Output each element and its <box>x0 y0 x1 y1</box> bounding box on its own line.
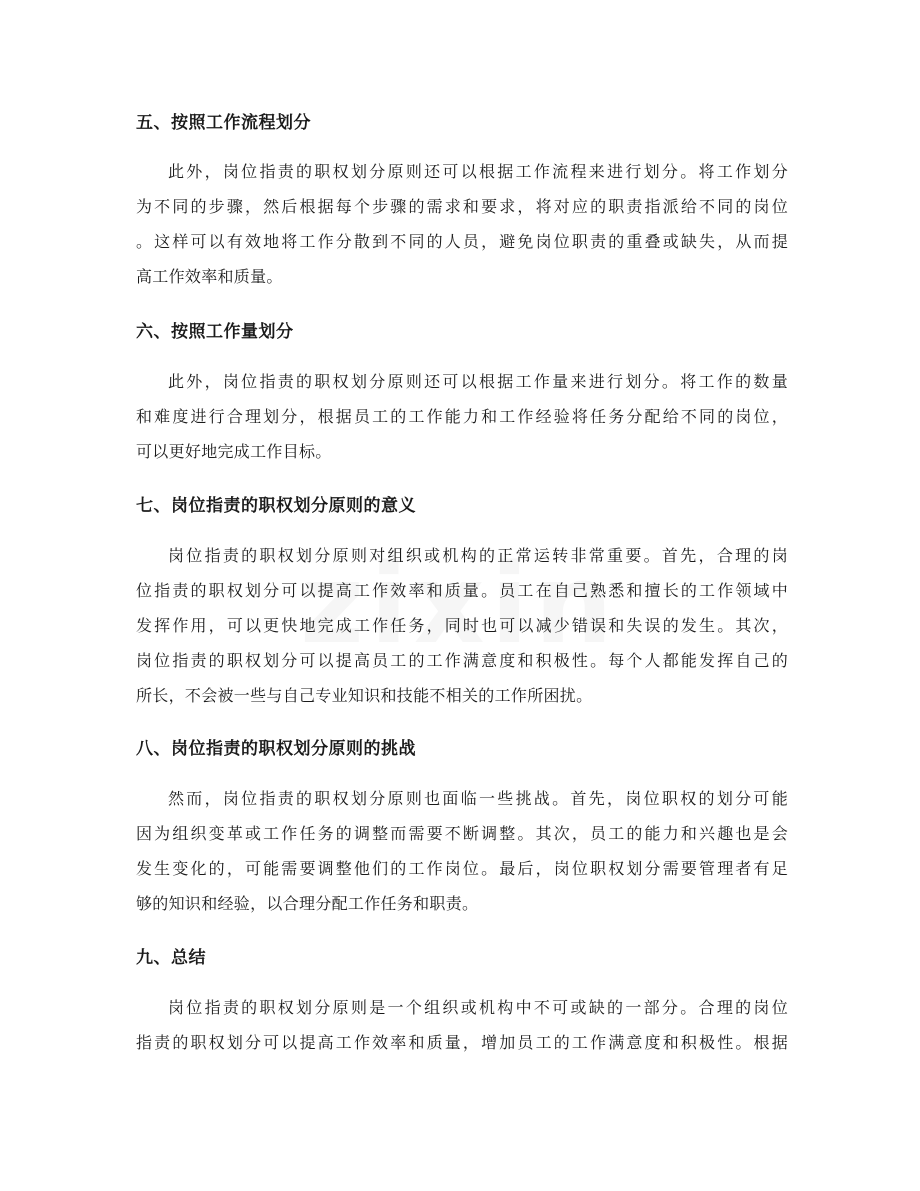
paragraph-line: 高工作效率和质量。 <box>136 267 283 286</box>
paragraph-line: 。这样可以有效地将工作分散到不同的人员，避免岗位职责的重叠或缺失，从而提 <box>136 232 788 251</box>
paragraph-line: 发挥作用，可以更快地完成工作任务，同时也可以减少错误和失误的发生。其次， <box>136 616 788 635</box>
paragraph-line: 因为组织变革或工作任务的调整而需要不断调整。其次，员工的能力和兴趣也是会 <box>136 824 788 843</box>
paragraph-line: 岗位指责的职权划分可以提高员工的工作满意度和积极性。每个人都能发挥自己的 <box>136 651 788 670</box>
paragraph-line: 为不同的步骤，然后根据每个步骤的需求和要求，将对应的职责指派给不同的岗位 <box>136 197 788 216</box>
paragraph-line: 可以更好地完成工作目标。 <box>136 442 332 461</box>
paragraph-line: 所长，不会被一些与自己专业知识和技能不相关的工作所困扰。 <box>136 686 593 705</box>
section-paragraph-8 <box>136 781 788 921</box>
paragraph-line: 此外，岗位指责的职权划分原则还可以根据工作量来进行划分。将工作的数量 <box>168 372 788 391</box>
section-heading-7: 七、岗位指责的职权划分原则的意义 <box>136 496 416 516</box>
paragraph-line: 指责的职权划分可以提高工作效率和质量，增加员工的工作满意度和积极性。根据 <box>136 1033 788 1052</box>
paragraph-line: 然而，岗位指责的职权划分原则也面临一些挑战。首先，岗位职权的划分可能 <box>168 789 788 808</box>
paragraph-line: 岗位指责的职权划分原则是一个组织或机构中不可或缺的一部分。合理的岗位 <box>168 998 788 1017</box>
section-heading-5: 五、按照工作流程划分 <box>136 113 311 133</box>
paragraph-line: 此外，岗位指责的职权划分原则还可以根据工作流程来进行划分。将工作划分 <box>168 162 788 181</box>
section-heading-8: 八、岗位指责的职权划分原则的挑战 <box>136 739 416 759</box>
paragraph-line: 位指责的职权划分可以提高工作效率和质量。员工在自己熟悉和擅长的工作领域中 <box>136 581 788 600</box>
section-paragraph-6 <box>136 364 788 469</box>
section-heading-9: 九、总结 <box>136 948 206 968</box>
section-paragraph-7 <box>136 538 788 713</box>
section-paragraph-9 <box>136 990 788 1060</box>
paragraph-line: 够的知识和经验，以合理分配工作任务和职责。 <box>136 894 479 913</box>
paragraph-line: 岗位指责的职权划分原则对组织或机构的正常运转非常重要。首先，合理的岗 <box>168 546 788 565</box>
paragraph-line: 和难度进行合理划分，根据员工的工作能力和工作经验将任务分配给不同的岗位， <box>136 407 788 426</box>
paragraph-line: 发生变化的，可能需要调整他们的工作岗位。最后，岗位职权划分需要管理者有足 <box>136 859 788 878</box>
section-heading-6: 六、按照工作量划分 <box>136 322 294 342</box>
section-paragraph-5 <box>136 154 788 294</box>
